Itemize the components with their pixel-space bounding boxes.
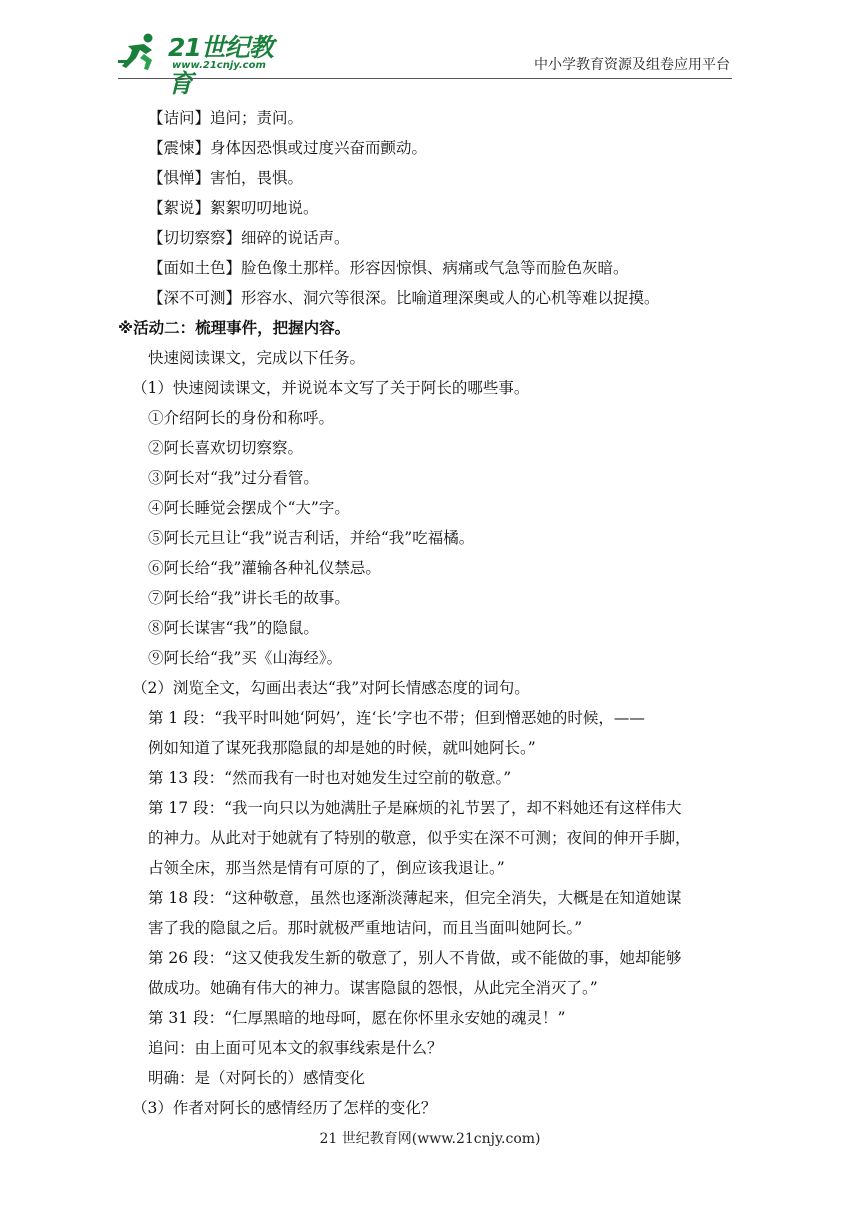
quote-line: 第 17 段：“我一向只以为她满肚子是麻烦的礼节罢了，却不料她还有这样伟大	[148, 799, 682, 817]
quote-line: 第 18 段：“这种敬意，虽然也逐渐淡薄起来，但完全消失，大概是在知道她谋	[148, 889, 682, 907]
definition-line: 【深不可测】形容水、洞穴等很深。比喻道理深奥或人的心机等难以捉摸。	[148, 289, 660, 307]
quote-line: 害了我的隐鼠之后。那时就极严重地诘问，而且当面叫她阿长。”	[148, 919, 583, 937]
quote-line: 的神力。从此对于她就有了特别的敬意，似乎实在深不可测；夜间的伸开手脚，	[148, 829, 691, 847]
definition-line: 【絮说】絮絮叨叨地说。	[148, 199, 319, 217]
list-item: ⑥阿长给“我”灌输各种礼仪禁忌。	[148, 559, 381, 577]
quote-line: 第 13 段：“然而我有一时也对她发生过空前的敬意。”	[148, 769, 512, 787]
quote-line: 占领全床，那当然是情有可原的了，倒应该我退让。”	[148, 859, 505, 877]
list-item: ⑤阿长元旦让“我”说吉利话，并给“我”吃福橘。	[148, 529, 475, 547]
answer-line: 明确：是（对阿长的）感情变化	[148, 1069, 366, 1087]
definition-line: 【面如土色】脸色像土那样。形容因惊惧、病痛或气急等而脸色灰暗。	[148, 259, 629, 277]
followup-question: 追问：由上面可见本文的叙事线索是什么？	[148, 1039, 443, 1057]
platform-title: 中小学教育资源及组卷应用平台	[534, 57, 730, 73]
list-item: ①介绍阿长的身份和称呼。	[148, 409, 335, 427]
list-item: ②阿长喜欢切切察察。	[148, 439, 304, 457]
section-heading: ※活动二：梳理事件，把握内容。	[118, 319, 351, 337]
page-header	[0, 0, 860, 98]
question-line: （2）浏览全文，勾画出表达“我”对阿长情感态度的词句。	[132, 679, 530, 697]
definition-line: 【惧惮】害怕，畏惧。	[148, 169, 304, 187]
list-item: ⑧阿长谋害“我”的隐鼠。	[148, 619, 319, 637]
paragraph-line: 快速阅读课文，完成以下任务。	[148, 349, 366, 367]
page-footer: 21 世纪教育网(www.21cnjy.com)	[319, 1131, 541, 1147]
question-line: （1）快速阅读课文，并说说本文写了关于阿长的哪些事。	[132, 379, 530, 397]
logo-text: 21世纪教育	[168, 33, 273, 98]
site-logo[interactable]	[118, 28, 288, 98]
quote-line: 第 31 段：“仁厚黑暗的地母呵，愿在你怀里永安她的魂灵！”	[148, 1009, 566, 1027]
quote-line: 第 26 段：“这又使我发生新的敬意了，别人不肯做，或不能做的事，她却能够	[148, 949, 682, 967]
header-divider	[118, 78, 732, 79]
question-line: （3）作者对阿长的感情经历了怎样的变化？	[132, 1099, 437, 1117]
definition-line: 【切切察察】细碎的说话声。	[148, 229, 350, 247]
list-item: ④阿长睡觉会摆成个“大”字。	[148, 499, 350, 517]
list-item: ③阿长对“我”过分看管。	[148, 469, 319, 487]
quote-line: 例如知道了谋死我那隐鼠的却是她的时候，就叫她阿长。”	[148, 739, 536, 757]
list-item: ⑦阿长给“我”讲长毛的故事。	[148, 589, 350, 607]
logo-url: www.21cnjy.com	[172, 60, 266, 71]
definition-line: 【诘问】追问；责问。	[148, 109, 304, 127]
quote-line: 第 1 段：“我平时叫她‘阿妈’，连‘长’字也不带；但到憎恶她的时候，——	[148, 709, 645, 727]
quote-line: 做成功。她确有伟大的神力。谋害隐鼠的怨恨，从此完全消灭了。”	[148, 979, 598, 997]
list-item: ⑨阿长给“我”买《山海经》。	[148, 649, 343, 667]
runner-icon	[118, 32, 166, 72]
definition-line: 【震悚】身体因恐惧或过度兴奋而颤动。	[148, 139, 428, 157]
